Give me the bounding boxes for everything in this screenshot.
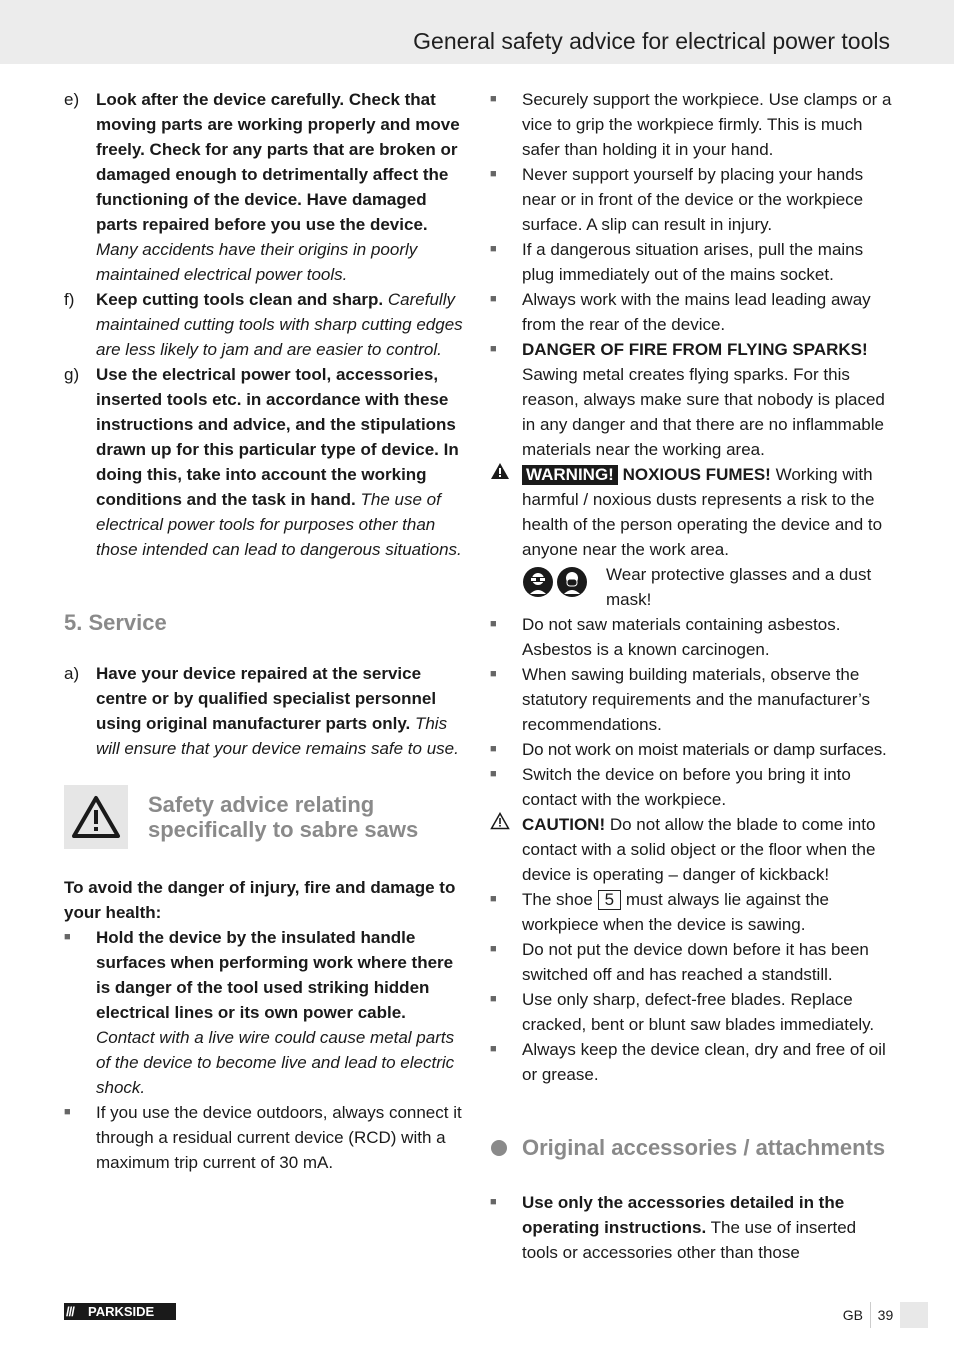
page-number: 39: [870, 1302, 901, 1328]
ppe-notice: Wear protective glasses and a dust mask!: [522, 562, 892, 612]
bullet-icon: ■: [490, 943, 497, 955]
list-item: ■ Always work with the mains lead leading away from the rear of the device.: [490, 287, 892, 337]
service-heading: 5. Service: [64, 610, 167, 635]
list-item: ■ When sawing building materials, observe the statutory requirements and the manufacturer’s recommendations.: [490, 662, 892, 737]
sabre-saw-section-header: [64, 785, 466, 849]
bullet-icon: ■: [490, 743, 497, 755]
bullet-icon: ■: [490, 993, 497, 1005]
bullet-icon: ■: [490, 168, 497, 180]
safety-goggles-icon: [522, 566, 554, 598]
accessories-section-header: [490, 1135, 892, 1164]
bullet-icon: ■: [490, 1196, 497, 1208]
page-title: General safety advice for electrical power tools: [413, 28, 890, 54]
list-item-hold: ■ Hold the device by the insulated handle surfaces when performing work where there is danger of the tool used striking hidden electrical lines or its own power cable. Contact with a live wire could cause metal parts of the device to become live and lead to electric shock.: [64, 925, 466, 1100]
list-item: ■ Always keep the device clean, dry and free of oil or grease.: [490, 1037, 892, 1087]
list-item: ■ Never support yourself by placing your hands near or in front of the device or the workpiece surface. A slip can result in injury.: [490, 162, 892, 237]
list-item: ■ Securely support the workpiece. Use clamps or a vice to grip the workpiece firmly. This is much safer than holding it in your hand.: [490, 87, 892, 162]
page-header: [0, 0, 954, 64]
list-item: ■ The shoe 5 must always lie against the workpiece when the device is sawing.: [490, 887, 892, 937]
bullet-circle-icon: [490, 1139, 508, 1157]
warning-triangle-icon: [490, 462, 510, 480]
bullet-icon: ■: [490, 343, 497, 355]
bullet-icon: ■: [490, 1043, 497, 1055]
list-item: ■ Do not put the device down before it has been switched off and has reached a standstill.: [490, 937, 892, 987]
list-item: ■ Switch the device on before you bring it into contact with the workpiece.: [490, 762, 892, 812]
list-item: ■ Use only sharp, defect-free blades. Replace cracked, bent or blunt saw blades immediately.: [490, 987, 892, 1037]
list-item: ■ Do not saw materials containing asbestos. Asbestos is a known carcinogen.: [490, 612, 892, 662]
parkside-logo: /// PARKSIDE: [64, 1303, 176, 1320]
bullet-icon: ■: [490, 618, 497, 630]
bullet-icon: ■: [490, 93, 497, 105]
right-column: [490, 87, 892, 1265]
list-item-g: g) Use the electrical power tool, accessories, inserted tools etc. in accordance with these instructions and advice, and the stipulations drawn up for this particular type of device. In doing this, take into account the working conditions and the task in hand. The use of electrical power tools for purposes other than those intended can lead to dangerous situations.: [64, 365, 462, 559]
accessories-heading: Original accessories / attachments: [522, 1135, 886, 1160]
left-column: [64, 87, 466, 1175]
caution-notice: CAUTION! Do not allow the blade to come into contact with a solid object or the floor when the device is operating – danger of kickback!: [490, 812, 892, 887]
bullet-icon: ■: [490, 293, 497, 305]
warning-badge: WARNING!: [522, 465, 618, 485]
bullet-icon: ■: [64, 931, 71, 943]
list-item-outdoors: ■ If you use the device outdoors, always connect it through a residual current device (RCD) with a maximum trip current of 30 mA.: [64, 1100, 466, 1175]
list-item-e: e) Look after the device carefully. Check that moving parts are working properly and move freely. Check for any parts that are broken or damaged enough to detrimentally affect the functioning of the device. Have damaged parts repaired before you use the device. Many accidents have their origins in poorly maintained electrical power tools.: [64, 90, 460, 284]
list-item: ■ Do not work on moist materials or damp surfaces.: [490, 737, 892, 762]
bullet-icon: ■: [490, 893, 497, 905]
sabre-saw-heading: Safety advice relating specifically to sabre saws: [148, 792, 419, 842]
language-code: GB: [842, 1307, 863, 1323]
list-item-a: a) Have your device repaired at the service centre or by qualified specialist personnel using original manufacturer parts only. This will ensure that your device remains safe to use.: [64, 664, 459, 758]
fire-warning: ■ DANGER OF FIRE FROM FLYING SPARKS! Sawing metal creates flying sparks. For this reason, always make sure that nobody is placed in any danger and that there are no inflammable materials near the working area.: [490, 337, 892, 462]
part-reference-box: 5: [598, 890, 621, 910]
bullet-icon: ■: [490, 243, 497, 255]
list-item: ■ Use only the accessories detailed in the operating instructions. The use of inserted tools or accessories other than those: [490, 1190, 892, 1265]
warning-triangle-icon: [64, 785, 128, 849]
list-item-f: f) Keep cutting tools clean and sharp. Carefully maintained cutting tools with sharp cutting edges are less likely to jam and are easier to control.: [64, 290, 463, 359]
page-number-box: [836, 1302, 928, 1328]
noxious-fumes-warning: WARNING! NOXIOUS FUMES! Working with harmful / noxious dusts represents a risk to the health of the person operating the device and to anyone near the work area.: [490, 462, 892, 562]
caution-triangle-icon: [490, 812, 510, 830]
avoid-danger-intro: To avoid the danger of injury, fire and damage to your health:: [64, 878, 456, 922]
dust-mask-icon: [556, 566, 588, 598]
bullet-icon: ■: [64, 1106, 71, 1118]
bullet-icon: ■: [490, 668, 497, 680]
list-item: ■ If a dangerous situation arises, pull the mains plug immediately out of the mains socket.: [490, 237, 892, 287]
bullet-icon: ■: [490, 768, 497, 780]
